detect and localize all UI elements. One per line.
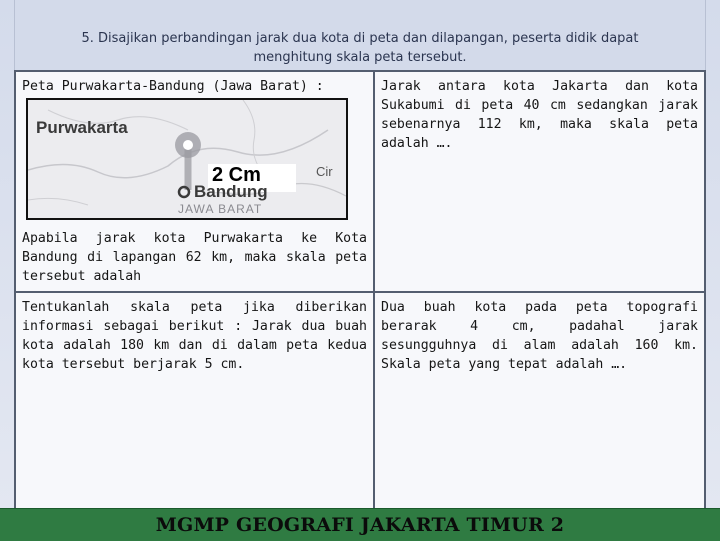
- cell-map-question: [15, 71, 374, 292]
- table-row: [15, 71, 705, 292]
- map-partial-label: Cir: [316, 164, 333, 179]
- 180km-question-text: Tentukanlah skala peta jika diberikan informasi sebagai berikut : Jarak dua buah kota adalah 180 km dan di dalam peta kedua kota tersebut berjarak 5 cm.: [22, 300, 367, 372]
- question-heading: 5. Disajikan perbandingan jarak dua kota di peta dan dilapangan, peserta didik dapat menghitung skala peta tersebut.: [81, 31, 639, 65]
- map-title: Peta Purwakarta-Bandung (Jawa Barat) :: [22, 79, 324, 94]
- map-image: [26, 98, 348, 220]
- topographic-question-text: Dua buah kota pada peta topografi berarak 4 cm, padahal jarak sesungguhnya di alam adalah 160 km. Skala peta yang tepat adalah ….: [381, 300, 698, 372]
- cell-180km-question: [15, 292, 374, 510]
- jakarta-sukabumi-text: Jarak antara kota Jakarta dan kota Sukabumi di peta 40 cm sedangkan jarak sebenarnya 112 km, maka skala peta adalah ….: [381, 79, 698, 151]
- map-city-a: Purwakarta: [36, 118, 128, 137]
- cell-jakarta-sukabumi: [374, 71, 705, 292]
- map-distance-label: 2 Cm: [212, 164, 261, 186]
- map-city-b: Bandung: [194, 182, 268, 201]
- question-table: [14, 70, 706, 511]
- cell-topographic-question: [374, 292, 705, 510]
- table-row: [15, 292, 705, 510]
- footer-bar: [0, 508, 720, 541]
- purwakarta-pin-icon: [175, 132, 201, 158]
- footer-text: MGMP GEOGRAFI JAKARTA TIMUR 2: [155, 514, 565, 536]
- map-region-label: JAWA BARAT: [178, 202, 263, 216]
- map-question-text: Apabila jarak kota Purwakarta ke Kota Bandung di lapangan 62 km, maka skala peta tersebut adalah: [22, 231, 367, 284]
- question-header: [14, 0, 706, 70]
